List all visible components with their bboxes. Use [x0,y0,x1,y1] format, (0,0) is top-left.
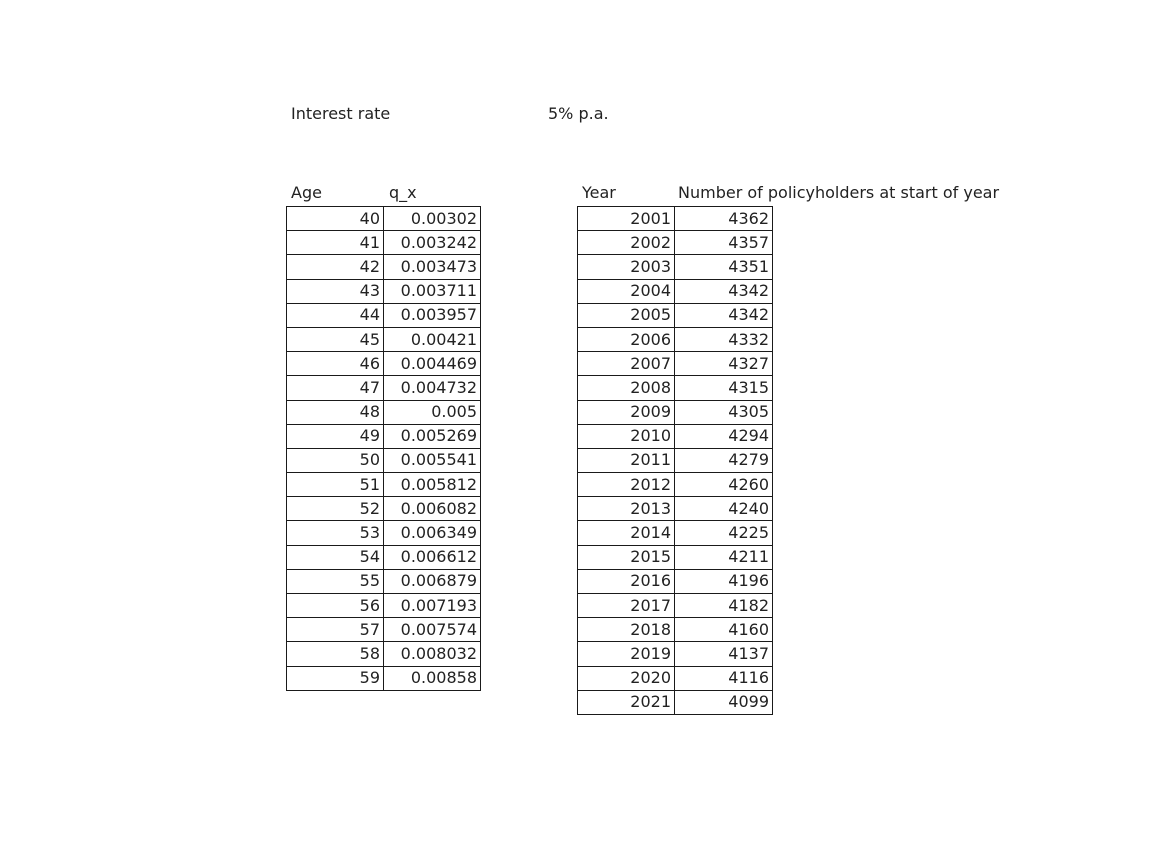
policyholders-cell: 4332 [675,327,773,351]
year-cell: 2012 [578,473,675,497]
table-row [578,400,773,424]
table-row [287,521,481,545]
table-row [287,231,481,255]
qx-cell: 0.007574 [384,618,481,642]
age-cell: 56 [287,594,384,618]
age-cell: 47 [287,376,384,400]
policyholders-cell: 4362 [675,207,773,231]
table-row [287,594,481,618]
table-row [578,376,773,400]
qx-cell: 0.007193 [384,594,481,618]
policyholders-cell: 4357 [675,231,773,255]
table-row [578,352,773,376]
table-row [578,207,773,231]
year-cell: 2016 [578,569,675,593]
year-cell: 2014 [578,521,675,545]
qx-cell: 0.00421 [384,327,481,351]
table-row [578,424,773,448]
policyholders-cell: 4305 [675,400,773,424]
table-row [578,497,773,521]
policyholders-cell: 4294 [675,424,773,448]
year-cell: 2019 [578,642,675,666]
policyholders-cell: 4225 [675,521,773,545]
qx-cell: 0.00302 [384,207,481,231]
age-cell: 45 [287,327,384,351]
table-row [287,473,481,497]
qx-cell: 0.005 [384,400,481,424]
year-cell: 2015 [578,545,675,569]
age-cell: 43 [287,279,384,303]
year-cell: 2004 [578,279,675,303]
policyholders-cell: 4260 [675,473,773,497]
year-cell: 2002 [578,231,675,255]
table-row [287,569,481,593]
table-row [578,231,773,255]
table-row [287,666,481,690]
year-cell: 2013 [578,497,675,521]
year-cell: 2001 [578,207,675,231]
age-cell: 44 [287,303,384,327]
table-row [578,666,773,690]
policyholders-cell: 4315 [675,376,773,400]
age-cell: 58 [287,642,384,666]
table-row [287,642,481,666]
table-row [578,594,773,618]
table-row [287,497,481,521]
age-cell: 51 [287,473,384,497]
policyholders-cell: 4211 [675,545,773,569]
year-cell: 2020 [578,666,675,690]
qx-cell: 0.006349 [384,521,481,545]
policyholders-cell: 4342 [675,303,773,327]
age-cell: 53 [287,521,384,545]
qx-cell: 0.003242 [384,231,481,255]
age-cell: 57 [287,618,384,642]
qx-cell: 0.00858 [384,666,481,690]
table-row [578,521,773,545]
year-header: Year [582,183,616,202]
table-row [578,569,773,593]
age-cell: 48 [287,400,384,424]
age-cell: 40 [287,207,384,231]
table-row [287,400,481,424]
year-cell: 2005 [578,303,675,327]
table-row [287,545,481,569]
policyholders-cell: 4137 [675,642,773,666]
interest-rate-value: 5% p.a. [548,104,609,123]
table-row [287,424,481,448]
qx-cell: 0.006612 [384,545,481,569]
year-cell: 2006 [578,327,675,351]
mortality-table [286,206,481,691]
qx-cell: 0.006879 [384,569,481,593]
age-cell: 52 [287,497,384,521]
table-row [578,448,773,472]
qx-cell: 0.005541 [384,448,481,472]
table-row [287,327,481,351]
table-row [287,255,481,279]
year-cell: 2003 [578,255,675,279]
year-cell: 2017 [578,594,675,618]
year-cell: 2011 [578,448,675,472]
policyholders-table [577,206,773,715]
age-header: Age [291,183,322,202]
table-row [578,545,773,569]
table-row [287,376,481,400]
qx-cell: 0.003711 [384,279,481,303]
year-cell: 2021 [578,690,675,714]
table-row [578,327,773,351]
table-row [287,352,481,376]
policyholders-cell: 4160 [675,618,773,642]
table-row [578,690,773,714]
qx-cell: 0.003957 [384,303,481,327]
age-cell: 59 [287,666,384,690]
qx-cell: 0.005812 [384,473,481,497]
qx-cell: 0.005269 [384,424,481,448]
qx-cell: 0.003473 [384,255,481,279]
table-row [578,303,773,327]
age-cell: 50 [287,448,384,472]
table-row [578,473,773,497]
year-cell: 2009 [578,400,675,424]
qx-header: q_x [389,183,417,202]
policyholders-cell: 4351 [675,255,773,279]
policyholders-cell: 4196 [675,569,773,593]
age-cell: 42 [287,255,384,279]
table-row [287,618,481,642]
age-cell: 55 [287,569,384,593]
table-row [578,279,773,303]
table-row [287,448,481,472]
qx-cell: 0.004732 [384,376,481,400]
qx-cell: 0.004469 [384,352,481,376]
age-cell: 41 [287,231,384,255]
policyholders-header: Number of policyholders at start of year [678,183,1000,202]
policyholders-cell: 4279 [675,448,773,472]
policyholders-cell: 4116 [675,666,773,690]
table-row [287,279,481,303]
table-row [578,618,773,642]
age-cell: 46 [287,352,384,376]
year-cell: 2008 [578,376,675,400]
age-cell: 49 [287,424,384,448]
policyholders-cell: 4342 [675,279,773,303]
table-row [287,303,481,327]
table-row [287,207,481,231]
policyholders-cell: 4327 [675,352,773,376]
table-row [578,255,773,279]
age-cell: 54 [287,545,384,569]
policyholders-cell: 4240 [675,497,773,521]
qx-cell: 0.008032 [384,642,481,666]
qx-cell: 0.006082 [384,497,481,521]
policyholders-cell: 4099 [675,690,773,714]
year-cell: 2018 [578,618,675,642]
year-cell: 2010 [578,424,675,448]
policyholders-cell: 4182 [675,594,773,618]
interest-rate-label: Interest rate [291,104,391,123]
year-cell: 2007 [578,352,675,376]
table-row [578,642,773,666]
